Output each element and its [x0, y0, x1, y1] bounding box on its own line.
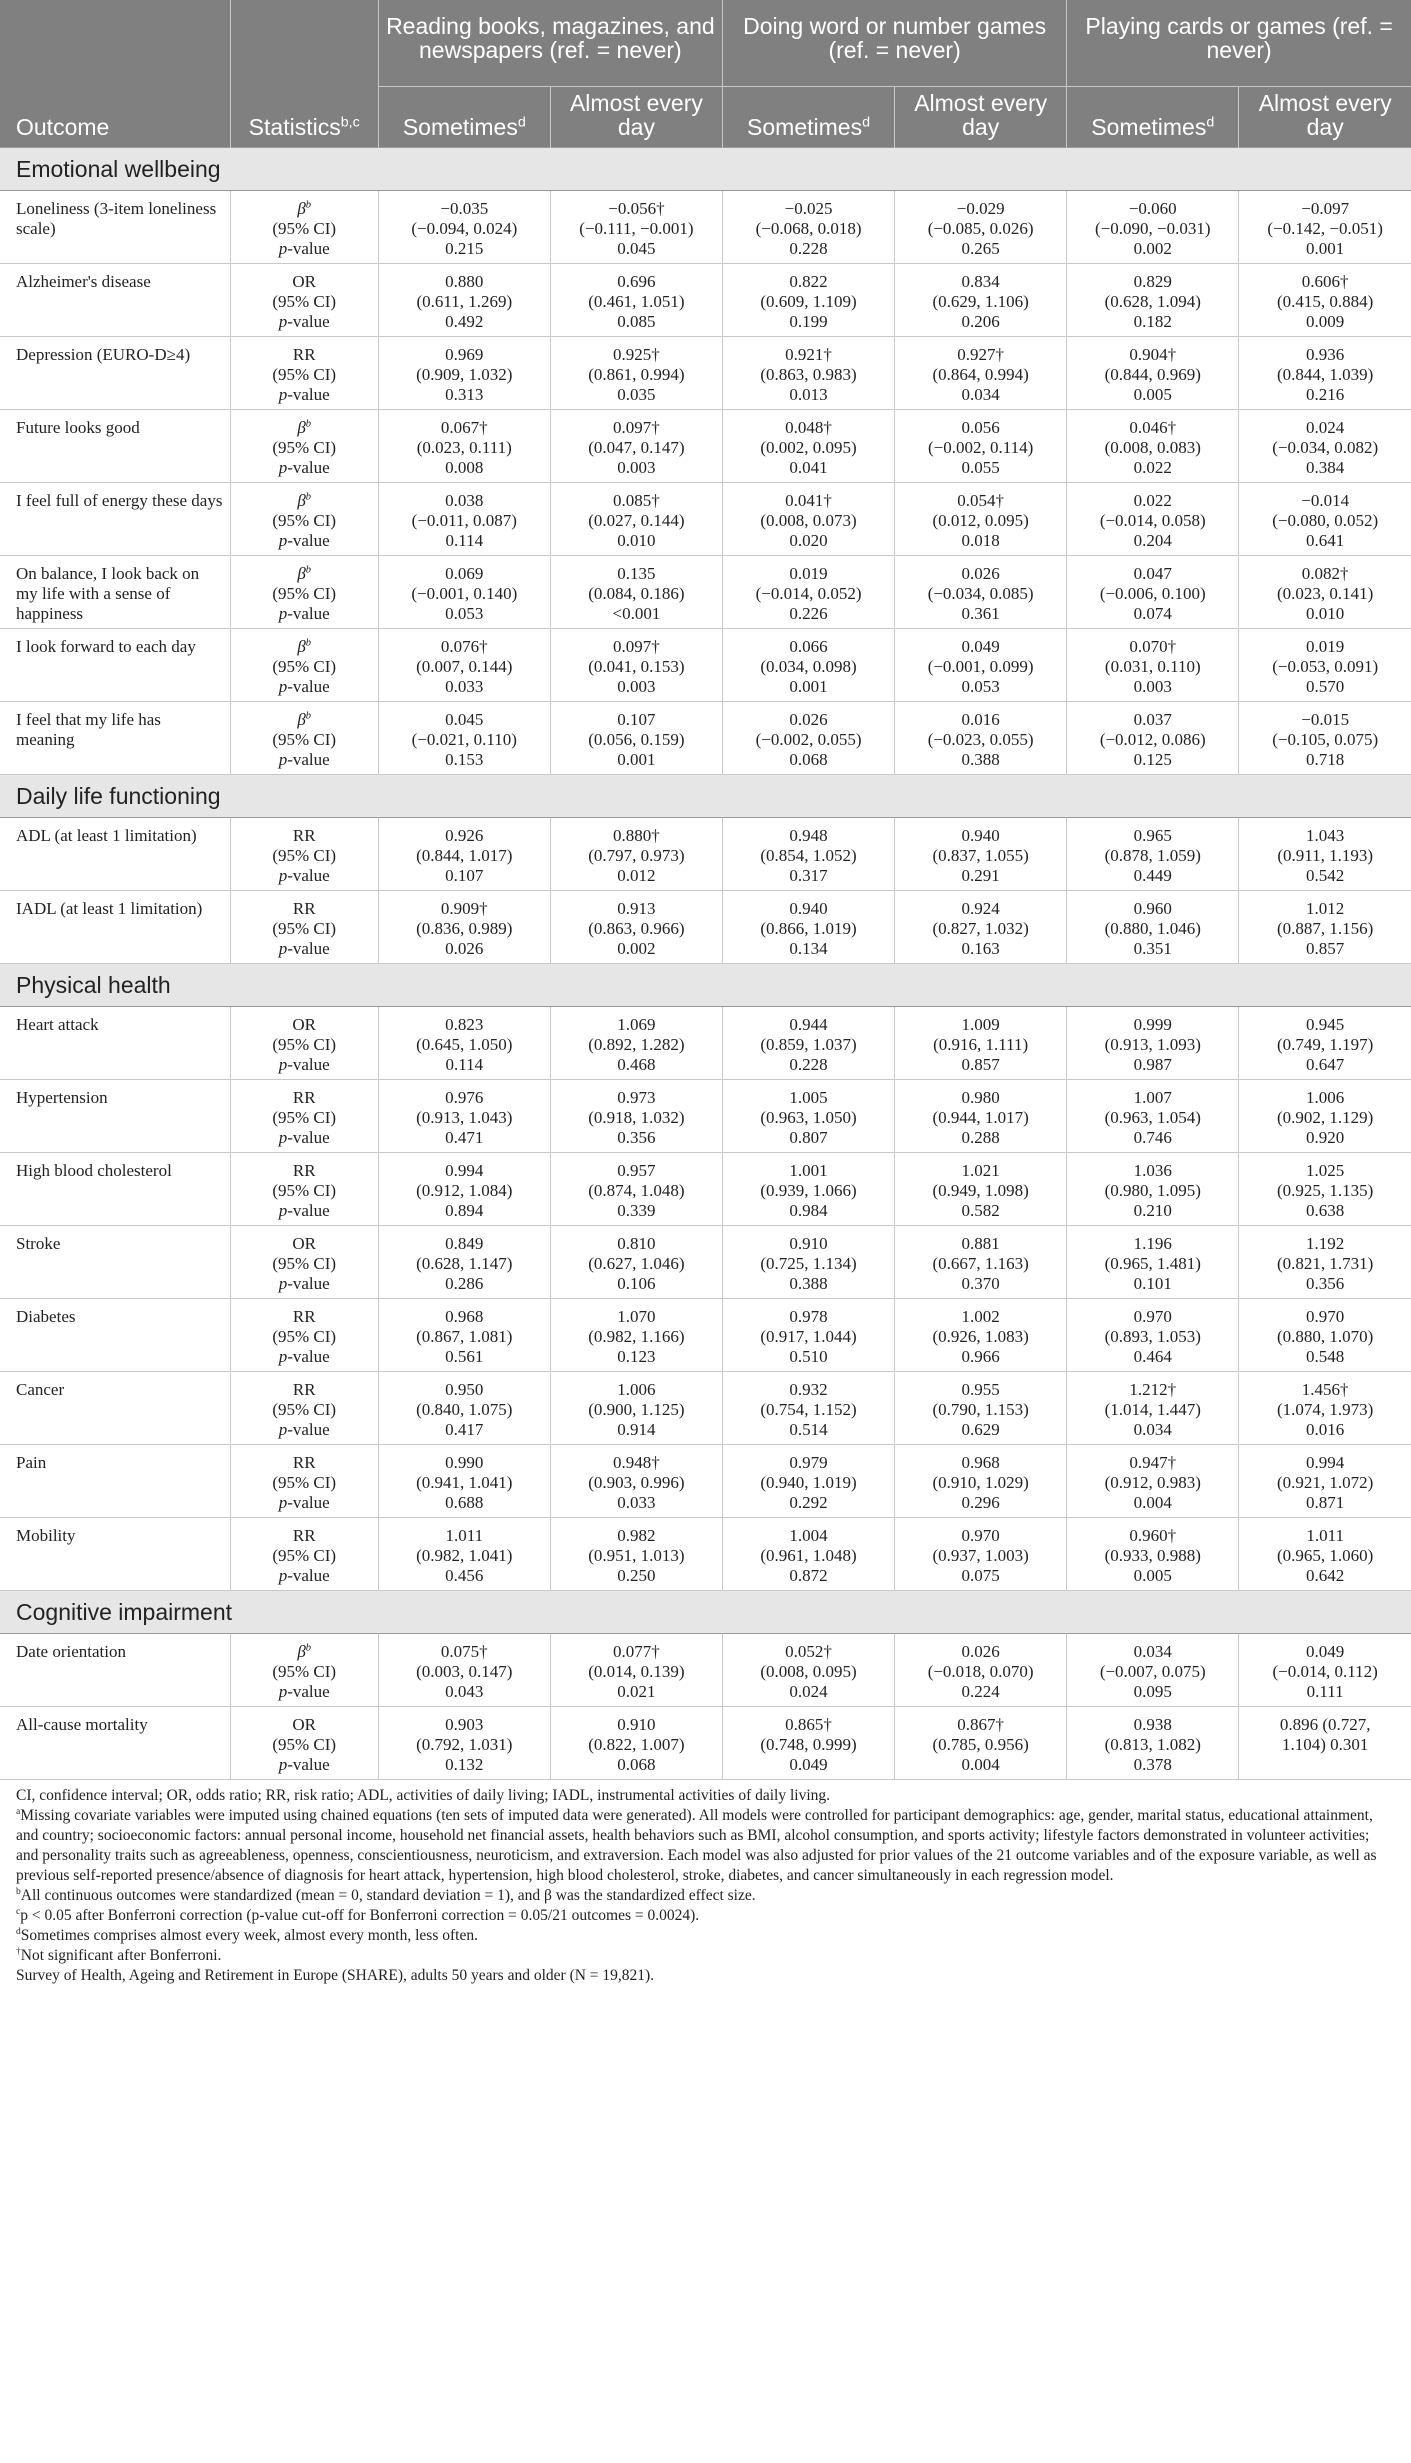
value-cell: 0.019 (−0.053, 0.091) 0.570 — [1239, 629, 1411, 702]
value-cell: 0.048† (0.002, 0.095) 0.041 — [722, 410, 894, 483]
table-row — [0, 1007, 1411, 1080]
table-row — [0, 191, 1411, 264]
statistics-cell: RR (95% CI) p-value — [230, 1518, 378, 1591]
value-cell: 0.085† (0.027, 0.144) 0.010 — [550, 483, 722, 556]
value-cell: 0.982 (0.951, 1.013) 0.250 — [550, 1518, 722, 1591]
table-row — [0, 1080, 1411, 1153]
table-row — [0, 1445, 1411, 1518]
value-cell: 0.978 (0.917, 1.044) 0.510 — [722, 1299, 894, 1372]
value-cell: 1.006 (0.902, 1.129) 0.920 — [1239, 1080, 1411, 1153]
section-header — [0, 1591, 1411, 1634]
value-cell: 1.043 (0.911, 1.193) 0.542 — [1239, 818, 1411, 891]
value-cell: 0.910 (0.725, 1.134) 0.388 — [722, 1226, 894, 1299]
value-cell: 0.960 (0.880, 1.046) 0.351 — [1067, 891, 1239, 964]
value-cell: 0.070† (0.031, 0.110) 0.003 — [1067, 629, 1239, 702]
value-cell: 0.606† (0.415, 0.884) 0.009 — [1239, 264, 1411, 337]
statistics-cell: RR (95% CI) p-value — [230, 1080, 378, 1153]
value-cell: 0.940 (0.837, 1.055) 0.291 — [895, 818, 1067, 891]
value-cell: 0.926 (0.844, 1.017) 0.107 — [378, 818, 550, 891]
header-blank-2 — [230, 0, 378, 87]
value-cell: 0.965 (0.878, 1.059) 0.449 — [1067, 818, 1239, 891]
value-cell: 1.002 (0.926, 1.083) 0.966 — [895, 1299, 1067, 1372]
subheader-sometimes: Sometimes$^d$ — [1067, 87, 1239, 148]
outcome-cell: Mobility — [0, 1518, 230, 1591]
value-cell: 1.001 (0.939, 1.066) 0.984 — [722, 1153, 894, 1226]
value-cell: 0.077† (0.014, 0.139) 0.021 — [550, 1634, 722, 1707]
value-cell: 0.026 (−0.002, 0.055) 0.068 — [722, 702, 894, 775]
outcome-cell: Stroke — [0, 1226, 230, 1299]
table-row — [0, 702, 1411, 775]
value-cell: 0.948 (0.854, 1.052) 0.317 — [722, 818, 894, 891]
table-row — [0, 337, 1411, 410]
subheader-sometimes: Sometimes$^d$ — [378, 87, 550, 148]
footnotes — [0, 1780, 1411, 1986]
value-cell: 0.056 (−0.002, 0.114) 0.055 — [895, 410, 1067, 483]
value-cell: 0.047 (−0.006, 0.100) 0.074 — [1067, 556, 1239, 629]
value-cell: 0.880 (0.611, 1.269) 0.492 — [378, 264, 550, 337]
value-cell: 0.834 (0.629, 1.106) 0.206 — [895, 264, 1067, 337]
value-cell: 1.007 (0.963, 1.054) 0.746 — [1067, 1080, 1239, 1153]
value-cell: 0.948† (0.903, 0.996) 0.033 — [550, 1445, 722, 1518]
table-row — [0, 264, 1411, 337]
section-header — [0, 964, 1411, 1007]
footnote: †Not significant after Bonferroni. — [16, 1945, 222, 1964]
statistics-cell: OR (95% CI) p-value — [230, 264, 378, 337]
value-cell: −0.035 (−0.094, 0.024) 0.215 — [378, 191, 550, 264]
value-cell: 1.012 (0.887, 1.156) 0.857 — [1239, 891, 1411, 964]
value-cell: −0.029 (−0.085, 0.026) 0.265 — [895, 191, 1067, 264]
section-header — [0, 775, 1411, 818]
value-cell: 0.969 (0.909, 1.032) 0.313 — [378, 337, 550, 410]
value-cell: 0.990 (0.941, 1.041) 0.688 — [378, 1445, 550, 1518]
value-cell: 0.865† (0.748, 0.999) 0.049 — [722, 1707, 894, 1780]
value-cell: 0.019 (−0.014, 0.052) 0.226 — [722, 556, 894, 629]
value-cell: 1.011 (0.965, 1.060) 0.642 — [1239, 1518, 1411, 1591]
value-cell: 1.192 (0.821, 1.731) 0.356 — [1239, 1226, 1411, 1299]
value-cell: 0.082† (0.023, 0.141) 0.010 — [1239, 556, 1411, 629]
value-cell: 0.024 (−0.034, 0.082) 0.384 — [1239, 410, 1411, 483]
value-cell: 0.932 (0.754, 1.152) 0.514 — [722, 1372, 894, 1445]
value-cell: 0.026 (−0.034, 0.085) 0.361 — [895, 556, 1067, 629]
subheader-almost-every-day: Almost every day — [1239, 87, 1411, 148]
outcome-cell: Diabetes — [0, 1299, 230, 1372]
value-cell: −0.014 (−0.080, 0.052) 0.641 — [1239, 483, 1411, 556]
value-cell: 1.021 (0.949, 1.098) 0.582 — [895, 1153, 1067, 1226]
table-row — [0, 629, 1411, 702]
statistics-cell: RR (95% CI) p-value — [230, 1299, 378, 1372]
value-cell: 0.066 (0.034, 0.098) 0.001 — [722, 629, 894, 702]
value-cell: 0.107 (0.056, 0.159) 0.001 — [550, 702, 722, 775]
table-row — [0, 1226, 1411, 1299]
table-row — [0, 891, 1411, 964]
statistics-header: Statistics$^{b,c}$ — [230, 87, 378, 148]
outcome-cell: Loneliness (3-item loneliness scale) — [0, 191, 230, 264]
value-cell: 1.196 (0.965, 1.481) 0.101 — [1067, 1226, 1239, 1299]
value-cell: 0.938 (0.813, 1.082) 0.378 — [1067, 1707, 1239, 1780]
outcome-cell: Pain — [0, 1445, 230, 1518]
value-cell: 0.970 (0.880, 1.070) 0.548 — [1239, 1299, 1411, 1372]
table-row — [0, 1634, 1411, 1707]
outcome-cell: I feel that my life has meaning — [0, 702, 230, 775]
value-cell: 0.968 (0.910, 1.029) 0.296 — [895, 1445, 1067, 1518]
table-row — [0, 1372, 1411, 1445]
value-cell: 0.038 (−0.011, 0.087) 0.114 — [378, 483, 550, 556]
table-row — [0, 1299, 1411, 1372]
outcome-cell: ADL (at least 1 limitation) — [0, 818, 230, 891]
value-cell: 1.005 (0.963, 1.050) 0.807 — [722, 1080, 894, 1153]
value-cell: 0.022 (−0.014, 0.058) 0.204 — [1067, 483, 1239, 556]
statistics-cell: $\beta^b$ (95% CI) p-value — [230, 191, 378, 264]
table-row — [0, 818, 1411, 891]
value-cell: 0.076† (0.007, 0.144) 0.033 — [378, 629, 550, 702]
value-cell: 0.097† (0.041, 0.153) 0.003 — [550, 629, 722, 702]
value-cell: 0.944 (0.859, 1.037) 0.228 — [722, 1007, 894, 1080]
value-cell: 0.994 (0.912, 1.084) 0.894 — [378, 1153, 550, 1226]
outcome-cell: High blood cholesterol — [0, 1153, 230, 1226]
value-cell: 0.880† (0.797, 0.973) 0.012 — [550, 818, 722, 891]
section-title: Emotional wellbeing — [0, 148, 1411, 191]
statistics-cell: $\beta^b$ (95% CI) p-value — [230, 629, 378, 702]
outcome-cell: Depression (EURO-D≥4) — [0, 337, 230, 410]
value-cell: 0.829 (0.628, 1.094) 0.182 — [1067, 264, 1239, 337]
value-cell: 1.004 (0.961, 1.048) 0.872 — [722, 1518, 894, 1591]
value-cell: 0.049 (−0.014, 0.112) 0.111 — [1239, 1634, 1411, 1707]
value-cell: 0.849 (0.628, 1.147) 0.286 — [378, 1226, 550, 1299]
value-cell: 0.973 (0.918, 1.032) 0.356 — [550, 1080, 722, 1153]
section-header — [0, 148, 1411, 191]
statistics-cell: RR (95% CI) p-value — [230, 337, 378, 410]
footnote: $^a$Missing covariate variables were imputed using chained equations (ten sets of imputed data were generated). All models were controlled for participant demographics: age, gender, marital status, educational attainment, and country; socioeconomic factors: annual personal income, household net financial assets, health behaviors such as BMI, alcohol consumption, and sports activity; lifestyle factors demonstrated in volunteer activities; and personality traits such as agreeableness, openness, conscientiousness, neuroticism, and extraversion. Each model was also adjusted for prior values of the 21 outcome variables and of the exposure variable, as well as previous self-reported presence/absence of diagnosis for heart attack, hypertension, high blood cholesterol, stroke, diabetes, and cancer simultaneously in each regression model. — [16, 1805, 1377, 1884]
value-cell: 0.696 (0.461, 1.051) 0.085 — [550, 264, 722, 337]
subheader-almost-every-day: Almost every day — [550, 87, 722, 148]
statistics-cell: RR (95% CI) p-value — [230, 1372, 378, 1445]
value-cell: 0.927† (0.864, 0.994) 0.034 — [895, 337, 1067, 410]
value-cell: −0.056† (−0.111, −0.001) 0.045 — [550, 191, 722, 264]
value-cell: 0.957 (0.874, 1.048) 0.339 — [550, 1153, 722, 1226]
section-title: Physical health — [0, 964, 1411, 1007]
value-cell: 0.970 (0.893, 1.053) 0.464 — [1067, 1299, 1239, 1372]
statistics-cell: $\beta^b$ (95% CI) p-value — [230, 556, 378, 629]
footnote: $^c$p < 0.05 after Bonferroni correction (p-value cut-off for Bonferroni correction = 0.05/21 outcomes = 0.0024). — [16, 1905, 700, 1924]
value-cell: 0.940 (0.866, 1.019) 0.134 — [722, 891, 894, 964]
value-cell: 0.968 (0.867, 1.081) 0.561 — [378, 1299, 550, 1372]
value-cell: −0.097 (−0.142, −0.051) 0.001 — [1239, 191, 1411, 264]
value-cell: 0.994 (0.921, 1.072) 0.871 — [1239, 1445, 1411, 1518]
outcome-cell: IADL (at least 1 limitation) — [0, 891, 230, 964]
value-cell: 0.909† (0.836, 0.989) 0.026 — [378, 891, 550, 964]
value-cell: −0.015 (−0.105, 0.075) 0.718 — [1239, 702, 1411, 775]
outcome-cell: Heart attack — [0, 1007, 230, 1080]
value-cell: 0.041† (0.008, 0.073) 0.020 — [722, 483, 894, 556]
value-cell: 1.456† (1.074, 1.973) 0.016 — [1239, 1372, 1411, 1445]
value-cell: 0.955 (0.790, 1.153) 0.629 — [895, 1372, 1067, 1445]
statistics-cell: RR (95% CI) p-value — [230, 891, 378, 964]
header-blank-1 — [0, 0, 230, 87]
group-header-reading: Reading books, magazines, and newspapers (ref. = never) — [378, 0, 722, 87]
statistics-cell: $\beta^b$ (95% CI) p-value — [230, 702, 378, 775]
value-cell: 0.052† (0.008, 0.095) 0.024 — [722, 1634, 894, 1707]
section-title: Daily life functioning — [0, 775, 1411, 818]
value-cell: 0.910 (0.822, 1.007) 0.068 — [550, 1707, 722, 1780]
statistics-cell: OR (95% CI) p-value — [230, 1007, 378, 1080]
outcome-cell: Cancer — [0, 1372, 230, 1445]
value-cell: 1.006 (0.900, 1.125) 0.914 — [550, 1372, 722, 1445]
section-title: Cognitive impairment — [0, 1591, 1411, 1634]
subheader-sometimes: Sometimes$^d$ — [722, 87, 894, 148]
statistics-cell: RR (95% CI) p-value — [230, 1445, 378, 1518]
footnote: CI, confidence interval; OR, odds ratio; RR, risk ratio; ADL, activities of daily living; IADL, instrumental activities of daily living. — [16, 1787, 831, 1804]
table-row — [0, 483, 1411, 556]
table-row — [0, 410, 1411, 483]
outcome-cell: I look forward to each day — [0, 629, 230, 702]
outcome-cell: On balance, I look back on my life with a sense of happiness — [0, 556, 230, 629]
value-cell: −0.025 (−0.068, 0.018) 0.228 — [722, 191, 894, 264]
value-cell: 1.025 (0.925, 1.135) 0.638 — [1239, 1153, 1411, 1226]
outcome-cell: Hypertension — [0, 1080, 230, 1153]
value-cell: 0.867† (0.785, 0.956) 0.004 — [895, 1707, 1067, 1780]
outcome-cell: Date orientation — [0, 1634, 230, 1707]
value-cell: 0.026 (−0.018, 0.070) 0.224 — [895, 1634, 1067, 1707]
outcome-cell: Future looks good — [0, 410, 230, 483]
value-cell: 0.034 (−0.007, 0.075) 0.095 — [1067, 1634, 1239, 1707]
value-cell: 0.999 (0.913, 1.093) 0.987 — [1067, 1007, 1239, 1080]
value-cell: −0.060 (−0.090, −0.031) 0.002 — [1067, 191, 1239, 264]
value-cell: 1.009 (0.916, 1.111) 0.857 — [895, 1007, 1067, 1080]
value-cell: 0.980 (0.944, 1.017) 0.288 — [895, 1080, 1067, 1153]
value-cell: 0.135 (0.084, 0.186) <0.001 — [550, 556, 722, 629]
value-cell: 0.045 (−0.021, 0.110) 0.153 — [378, 702, 550, 775]
outcome-cell: All-cause mortality — [0, 1707, 230, 1780]
table-row — [0, 1153, 1411, 1226]
value-cell: 1.036 (0.980, 1.095) 0.210 — [1067, 1153, 1239, 1226]
outcome-cell: I feel full of energy these days — [0, 483, 230, 556]
statistics-cell: $\beta^b$ (95% CI) p-value — [230, 483, 378, 556]
value-cell: 0.960† (0.933, 0.988) 0.005 — [1067, 1518, 1239, 1591]
statistics-cell: $\beta^b$ (95% CI) p-value — [230, 410, 378, 483]
table-row — [0, 556, 1411, 629]
subheader-almost-every-day: Almost every day — [895, 87, 1067, 148]
value-cell: 0.881 (0.667, 1.163) 0.370 — [895, 1226, 1067, 1299]
value-cell: 0.913 (0.863, 0.966) 0.002 — [550, 891, 722, 964]
value-cell: 0.925† (0.861, 0.994) 0.035 — [550, 337, 722, 410]
value-cell: 0.822 (0.609, 1.109) 0.199 — [722, 264, 894, 337]
value-cell: 0.970 (0.937, 1.003) 0.075 — [895, 1518, 1067, 1591]
group-header-word-games: Doing word or number games (ref. = never) — [722, 0, 1066, 87]
table-row — [0, 1707, 1411, 1780]
footnote: $^d$Sometimes comprises almost every week, almost every month, less often. — [16, 1925, 478, 1944]
value-cell: 0.903 (0.792, 1.031) 0.132 — [378, 1707, 550, 1780]
value-cell: 0.950 (0.840, 1.075) 0.417 — [378, 1372, 550, 1445]
value-cell: 1.212† (1.014, 1.447) 0.034 — [1067, 1372, 1239, 1445]
value-cell: 0.054† (0.012, 0.095) 0.018 — [895, 483, 1067, 556]
value-cell: 0.823 (0.645, 1.050) 0.114 — [378, 1007, 550, 1080]
statistics-cell: $\beta^b$ (95% CI) p-value — [230, 1634, 378, 1707]
value-cell: 0.976 (0.913, 1.043) 0.471 — [378, 1080, 550, 1153]
value-cell: 0.016 (−0.023, 0.055) 0.388 — [895, 702, 1067, 775]
value-cell: 0.810 (0.627, 1.046) 0.106 — [550, 1226, 722, 1299]
value-cell: 0.049 (−0.001, 0.099) 0.053 — [895, 629, 1067, 702]
value-cell: 0.097† (0.047, 0.147) 0.003 — [550, 410, 722, 483]
statistics-cell: RR (95% CI) p-value — [230, 1153, 378, 1226]
statistics-cell: OR (95% CI) p-value — [230, 1226, 378, 1299]
outcome-header: Outcome — [0, 87, 230, 148]
value-cell: 0.069 (−0.001, 0.140) 0.053 — [378, 556, 550, 629]
table-row — [0, 1518, 1411, 1591]
value-cell: 0.979 (0.940, 1.019) 0.292 — [722, 1445, 894, 1518]
value-cell: 0.075† (0.003, 0.147) 0.043 — [378, 1634, 550, 1707]
value-cell: 0.921† (0.863, 0.983) 0.013 — [722, 337, 894, 410]
value-cell: 0.904† (0.844, 0.969) 0.005 — [1067, 337, 1239, 410]
value-cell: 0.067† (0.023, 0.111) 0.008 — [378, 410, 550, 483]
value-cell: 1.011 (0.982, 1.041) 0.456 — [378, 1518, 550, 1591]
footnote: Survey of Health, Ageing and Retirement in Europe (SHARE), adults 50 years and older (N = 19,821). — [16, 1967, 655, 1984]
value-cell: 0.046† (0.008, 0.083) 0.022 — [1067, 410, 1239, 483]
value-cell: 1.070 (0.982, 1.166) 0.123 — [550, 1299, 722, 1372]
value-cell: 0.924 (0.827, 1.032) 0.163 — [895, 891, 1067, 964]
outcome-cell: Alzheimer's disease — [0, 264, 230, 337]
statistics-cell: OR (95% CI) p-value — [230, 1707, 378, 1780]
value-cell: 0.936 (0.844, 1.039) 0.216 — [1239, 337, 1411, 410]
footnote: $^b$All continuous outcomes were standardized (mean = 0, standard deviation = 1), and β was the standardized effect size. — [16, 1885, 756, 1904]
statistics-cell: RR (95% CI) p-value — [230, 818, 378, 891]
group-header-cards: Playing cards or games (ref. = never) — [1067, 0, 1411, 87]
value-cell: 0.945 (0.749, 1.197) 0.647 — [1239, 1007, 1411, 1080]
value-cell: 0.896 (0.727, 1.104) 0.301 — [1239, 1707, 1411, 1780]
value-cell: 0.947† (0.912, 0.983) 0.004 — [1067, 1445, 1239, 1518]
value-cell: 1.069 (0.892, 1.282) 0.468 — [550, 1007, 722, 1080]
value-cell: 0.037 (−0.012, 0.086) 0.125 — [1067, 702, 1239, 775]
